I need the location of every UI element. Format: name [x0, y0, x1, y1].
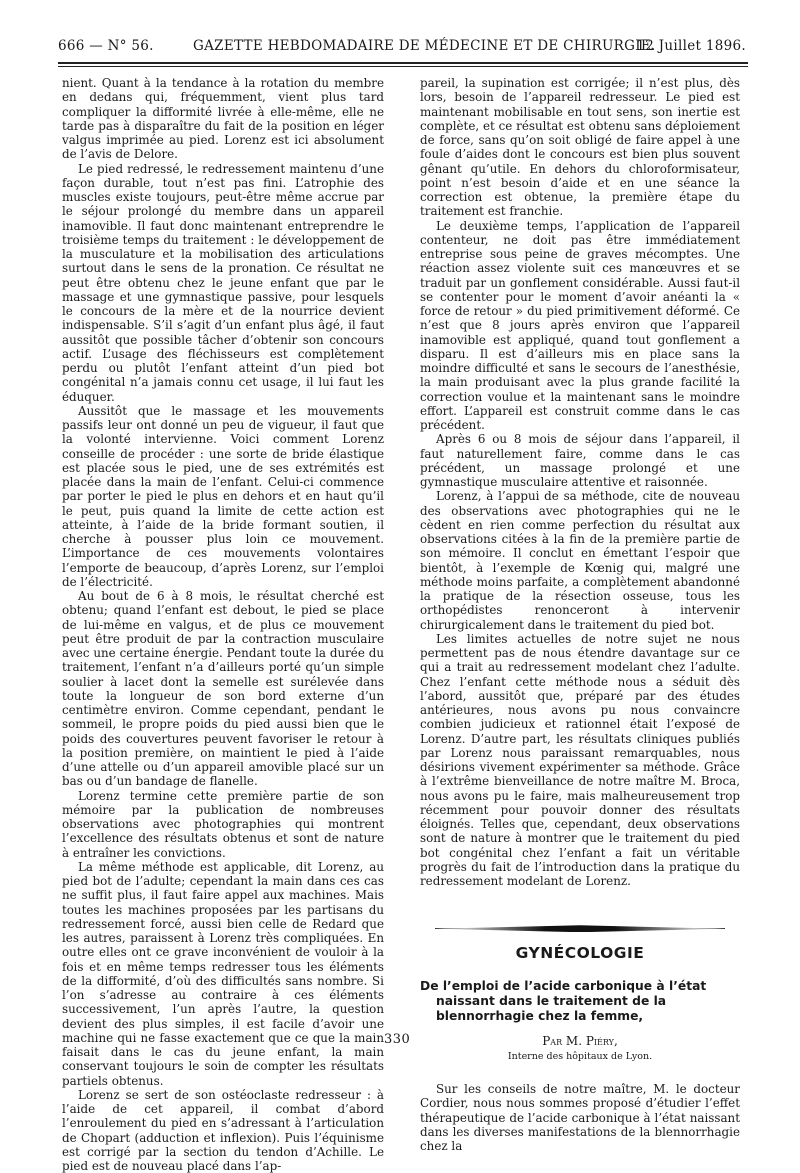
ornament-diamond [435, 925, 725, 932]
page-header [58, 38, 746, 58]
article-title [420, 979, 740, 1024]
header-rule-thin [58, 66, 748, 67]
article-author: Par M. Piéry, [542, 1033, 618, 1048]
section-divider-ornament [435, 922, 725, 936]
paragraph: Après 6 ou 8 mois de séjour dans l’appareil, il faut naturellement faire, comme dans le cas précédent, un massage prolongé et une gymnastique musculaire attentive et raisonnée. [420, 432, 740, 489]
paragraph: La même méthode est applicable, dit Lorenz, au pied bot de l’adulte; cependant la main dans ces cas ne suffit plus, il faut faire appel aux machines. Mais toutes les machines proposées par les partisans du redressement forcé, aussi bien celle de Redard que les autres, paraissent à Lorenz très compliquées. En outre elles ont ce grave inconvénient de vouloir à la fois et en même temps redresser tous les éléments de la difformité, d’où des difficultés sans nombre. Si l’on s’adresse au contraire à ces éléments successivement, l’un après l’autre, la question devient des plus simples, il est facile d’avoir une machine qui ne fasse exactement que ce que la main faisait dans le cas du jeune enfant, la main conservant toujours le soin de compter les résultats partiels obtenus. [62, 859, 384, 1088]
issue-date: 12 Juillet 1896. [636, 38, 746, 54]
paragraph: Lorenz, à l’appui de sa méthode, cite de nouveau des observations avec photographies qui ne le cèdent en rien comme perfection du résultat aux observations citées à la fin de la première partie de son mémoire. Il conclut en émettant l’espoir que bientôt, à l’exemple de Kœnig qui, malgré une méthode moins parfaite, a complètement abandonné la pratique de la résection osseuse, tous les orthopédistes renonceront à intervenir chirurgicalement dans le traitement du pied bot. [420, 489, 740, 632]
article-title-line-1: De l’emploi de l’acide carbonique à l’état [420, 978, 707, 993]
paragraph: Lorenz termine cette première partie de son mémoire par la publication de nombreuses observations avec photographies qui montrent l’excellence des résultats obtenus et sont de nature à entraîner les convictions. [62, 788, 384, 860]
paragraph: nient. Quant à la tendance à la rotation du membre en dedans qui, fréquemment, vient plus tard compliquer la difformité livrée à elle-même, elle ne tarde pas à disparaître du fait de la position en léger valgus imprimée au pied. Lorenz est ici absolument de l’avis de Delore. [62, 76, 384, 162]
left-column [62, 76, 384, 1173]
journal-title: GAZETTE HEBDOMADAIRE DE MÉDECINE ET DE CHIRURGIE. [193, 38, 656, 54]
article-title-line-2: naissant dans le traitement de la blennorrhagie chez la femme, [436, 993, 667, 1023]
author-affiliation: Interne des hôpitaux de Lyon. [507, 1050, 653, 1062]
paragraph: Les limites actuelles de notre sujet ne nous permettent pas de nous étendre davantage sur ce qui a trait au redressement modelant chez l’adulte. Chez l’enfant cette méthode nous a séduit dès l’abord, aussitôt que, préparé par des études antérieures, nous avons pu nous convaincre combien judicieux et rationnel était l’exposé de Lorenz. D’autre part, les résultats cliniques publiés par Lorenz nous paraissant remarquables, nous désirions vivement expérimenter sa méthode. Grâce à l’extrême bienveillance de notre maître M. Broca, nous avons pu le faire, mais malheureusement trop récemment pour pouvoir donner des résultats éloignés. Telles que, cependant, deux observations sont de nature à montrer que le traitement du pied bot congénital chez l’enfant a fait un véritable progrès du fait de l’introduction dans la pratique du redressement modelant de Lorenz. [420, 631, 740, 888]
section-heading: GYNÉCOLOGIE [515, 944, 645, 963]
page-number: 330 [384, 1032, 411, 1047]
page-issue-number: 666 — N° 56. [58, 38, 154, 54]
paragraph: Aussitôt que le massage et les mouvements passifs leur ont donné un peu de vigueur, il faut que la volonté intervienne. Voici comment Lorenz conseille de procéder : une sorte de bride élastique est placée sous le pied, une de ses extrémités est placée dans la main de l’enfant. Celui-ci commence par porter le pied le plus en dehors et en haut qu’il le peut, puis quand la limite de cette action est atteinte, à l’aide de la bride formant soutien, il cherche à pousser plus loin ce mouvement. L’importance de ces mouvements volontaires l’emporte de beaucoup, d’après Lorenz, sur l’emploi de l’électricité. [62, 403, 384, 589]
paragraph: Le deuxième temps, l’application de l’appareil contenteur, ne doit pas être immédiatement entreprise sous peine de graves mécomptes. Une réaction assez violente suit ces manœuvres et se traduit par un gonflement considérable. Aussi faut-il se contenter pour le moment d’avoir anéanti la « force de retour » du pied primitivement déformé. Ce n’est que 8 jours après environ que l’appareil inamovible est appliqué, quand tout gonflement a disparu. Il est d’ailleurs mis en place sans la moindre difficulté et sans le secours de l’anesthésie, la main produisant avec la plus grande facilité la correction voulue et la maintenant sans le moindre effort. L’appareil est construit comme dans le cas précédent. [420, 218, 740, 432]
header-rule-thick [58, 62, 748, 64]
paragraph: pareil, la supination est corrigée; il n’est plus, dès lors, besoin de l’appareil redresseur. Le pied est maintenant mobilisable en tout sens, son inertie est complète, et ce résultat est obtenu sans déploiement de force, sans qu’on soit obligé de faire appel à une foule d’aides dont le concours est bien plus souvent gênant qu’utile. En dehors du chloroformisateur, point n’est besoin d’aide et en une séance la correction est obtenue, la première étape du traitement est franchie. [420, 76, 740, 219]
right-column [420, 76, 740, 1153]
paragraph: Le pied redressé, le redressement maintenu d’une façon durable, tout n’est pas fini. L’atrophie des muscles existe toujours, peut-être même accrue par le séjour prolongé du membre dans un appareil inamovible. Il faut donc maintenant entreprendre le troisième temps du traitement : le développement de la musculature et la mobilisation des articulations surtout dans le sens de la pronation. Ce résultat ne peut être obtenu chez le jeune enfant que par le massage et une gymnastique passive, pour lesquels le concours de la mère et de la nourrice devient indispensable. S’il s’agit d’un enfant plus âgé, il faut aussitôt que possible tâcher d’obtenir son concours actif. L’usage des fléchisseurs est complètement perdu ou plutôt l’enfant atteint d’un pied bot congénital n’a jamais connu cet usage, il lui faut les éduquer. [62, 161, 384, 404]
paragraph: Lorenz se sert de son ostéoclaste redresseur : à l’aide de cet appareil, il combat d’abord l’enroulement du pied en s’adressant à l’articulation de Chopart (adduction et inflexion). Puis l’équinisme est corrigé par la section du tendon d’Achille. Le pied est de nouveau placé dans l’ap- [62, 1087, 384, 1173]
paragraph: Au bout de 6 à 8 mois, le résultat cherché est obtenu; quand l’enfant est debout, le pied se place de lui-même en valgus, et de plus ce mouvement peut être produit de par la contraction musculaire avec une certaine énergie. Pendant toute la durée du traitement, l’enfant n’a d’ailleurs porté qu’un simple soulier à lacet dont la semelle est surélevée dans toute la longueur de son bord externe d’un centimètre environ. Comme cependant, pendant le sommeil, le propre poids du pied aussi bien que le poids des couvertures peuvent favoriser le retour à la position première, on maintient le pied à l’aide d’une attelle ou d’un appareil amovible placé sur un bas ou d’un bandage de flanelle. [62, 589, 384, 789]
paragraph: Sur les conseils de notre maître, M. le docteur Cordier, nous nous sommes proposé d’étudier l’effet thérapeutique de l’acide carbonique à l’état naissant dans les diverses manifestations de la blennorrhagie chez la [420, 1082, 740, 1153]
